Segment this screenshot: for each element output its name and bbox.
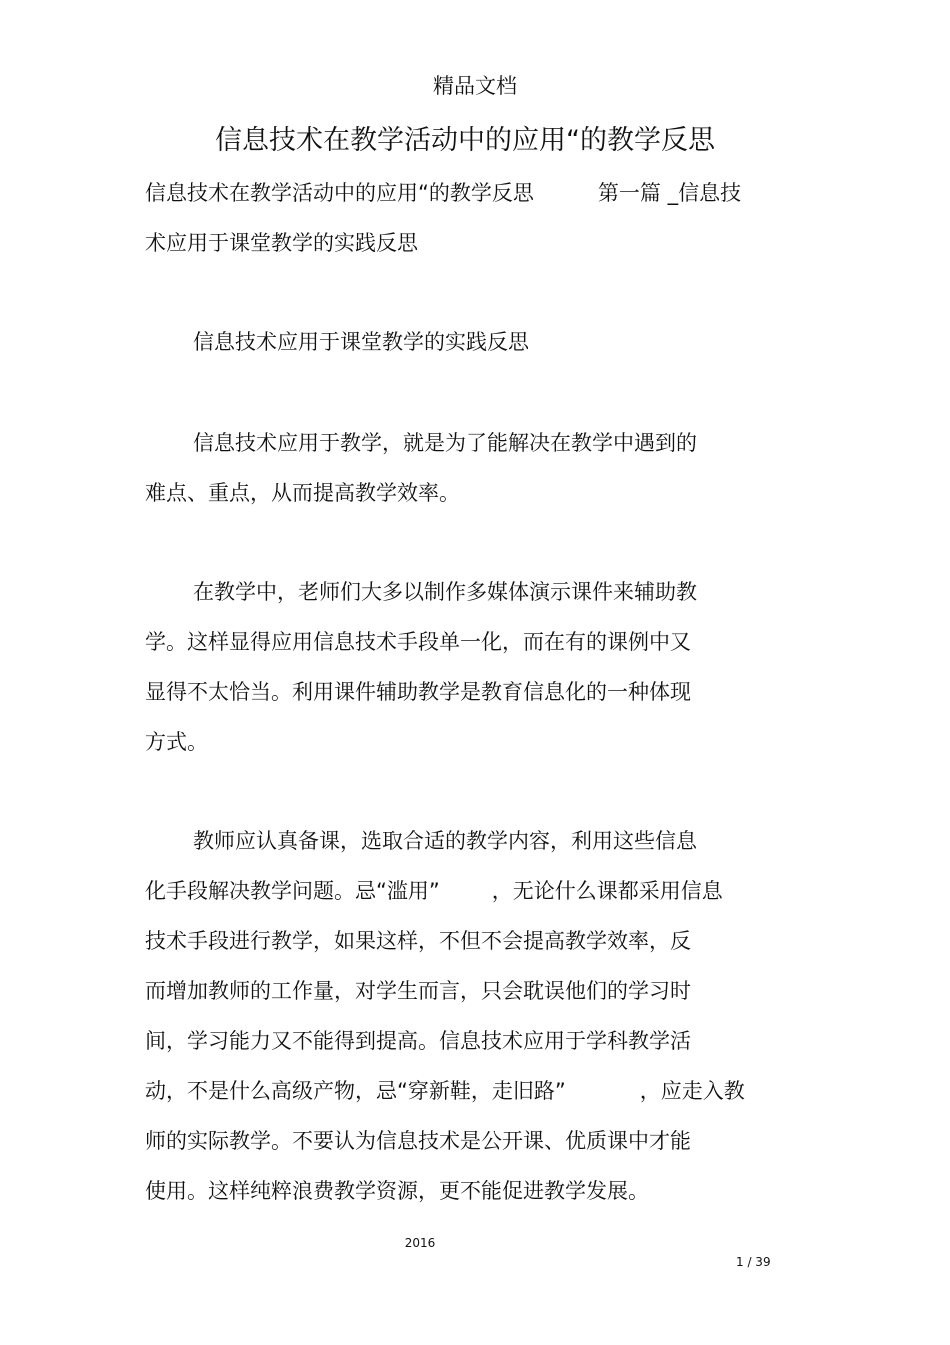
paragraph-3-line-1: 教师应认真备课，选取合适的教学内容，利用这些信息	[193, 829, 697, 853]
paragraph-3-line-6-part-b: ，应走入教	[639, 1079, 745, 1103]
subtitle-line-1-part-a: 信息技术在教学活动中的应用“的教学反思	[145, 181, 534, 205]
document-title: 信息技术在教学活动中的应用“的教学反思	[215, 125, 715, 156]
paragraph-3-line-6-part-a: 动，不是什么高级产物，忌“穿新鞋，走旧路”	[145, 1079, 566, 1103]
paragraph-2-line-1: 在教学中，老师们大多以制作多媒体演示课件来辅助教	[193, 580, 697, 604]
paragraph-3-line-6	[145, 1077, 745, 1105]
paragraph-2-line-4: 方式。	[145, 730, 208, 754]
paragraph-3-line-4: 而增加教师的工作量，对学生而言，只会耽误他们的学习时	[145, 979, 691, 1003]
footer-year: 2016	[404, 1236, 436, 1250]
paragraph-3-line-5: 间，学习能力又不能得到提高。信息技术应用于学科教学活	[145, 1029, 691, 1053]
paragraph-3-line-2-part-a: 化手段解决教学问题。忌“滥用”	[145, 879, 440, 903]
paragraph-3-line-3: 技术手段进行教学，如果这样，不但不会提高教学效率，反	[145, 929, 691, 953]
paragraph-2-line-3: 显得不太恰当。利用课件辅助教学是教育信息化的一种体现	[145, 680, 691, 704]
paragraph-2-line-2: 学。这样显得应用信息技术手段单一化，而在有的课例中又	[145, 630, 691, 654]
section-heading: 信息技术应用于课堂教学的实践反思	[193, 330, 529, 354]
paragraph-1-line-1: 信息技术应用于教学，就是为了能解决在教学中遇到的	[193, 431, 697, 455]
subtitle-line-1	[145, 179, 741, 207]
paragraph-1-line-2: 难点、重点，从而提高教学效率。	[145, 481, 460, 505]
paragraph-3-line-7: 师的实际教学。不要认为信息技术是公开课、优质课中才能	[145, 1129, 691, 1153]
paragraph-3-line-2-part-b: ，无论什么课都采用信息	[491, 879, 723, 903]
subtitle-line-1-part-b: 第一篇 _信息技	[597, 181, 742, 205]
paragraph-3-line-8: 使用。这样纯粹浪费教学资源，更不能促进教学发展。	[145, 1179, 649, 1203]
page-header: 精品文档	[433, 74, 517, 98]
subtitle-line-2: 术应用于课堂教学的实践反思	[145, 231, 418, 255]
paragraph-3-line-2	[145, 877, 723, 905]
page-number: 1 / 39	[736, 1255, 771, 1269]
